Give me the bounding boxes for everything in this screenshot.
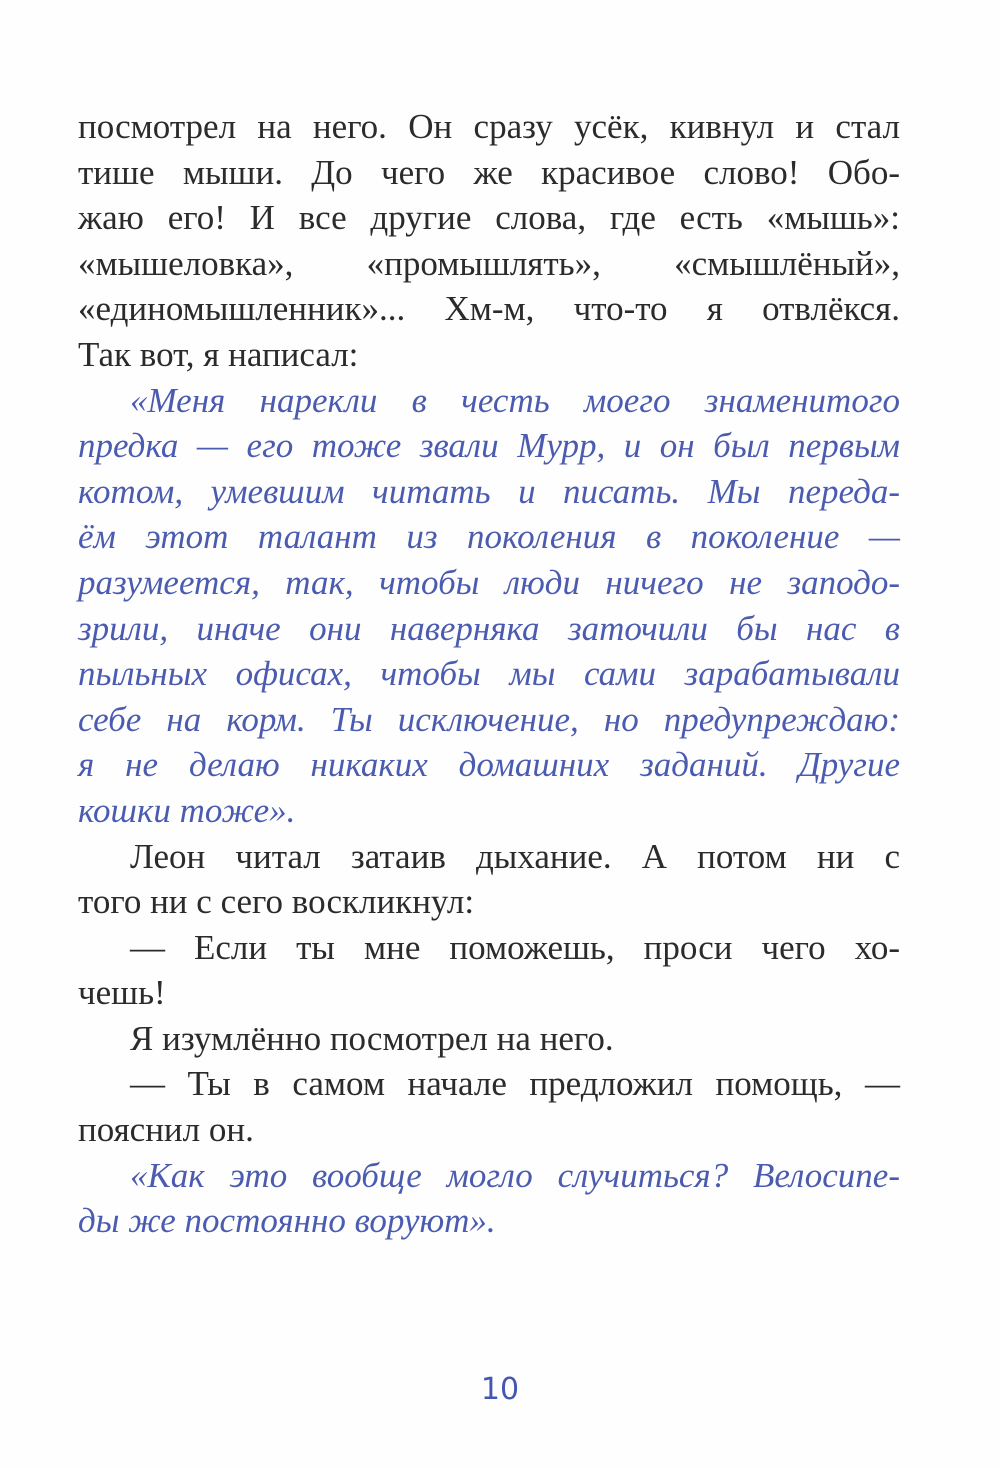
dialogue-line: — Если ты мне поможешь, проси чего хо-: [130, 927, 900, 967]
paragraph-line: тише мыши. До чего же красивое слово! Обо-: [78, 152, 900, 192]
dialogue-line: пояснил он.: [78, 1110, 254, 1150]
letter-line: «Меня нарекли в честь моего знаменитого: [130, 380, 900, 420]
letter-line: зрили, иначе они наверняка заточили бы нас в: [78, 608, 900, 648]
letter-line: кошки тоже».: [78, 790, 296, 830]
page-number: 10: [480, 1372, 520, 1407]
letter-line: ём этот талант из поколения в поколение —: [78, 517, 900, 557]
closing-line: «Как это вообще могло случиться? Велосипе-: [130, 1155, 900, 1195]
letter-line: разумеется, так, чтобы люди ничего не заподо-: [78, 562, 900, 602]
dialogue-line: Леон читал затаив дыхание. А потом ни с: [130, 836, 900, 876]
letter-line: я не делаю никаких домашних заданий. Другие: [78, 745, 900, 785]
letter-line: себе на корм. Ты исключение, но предупреждаю:: [78, 699, 900, 739]
closing-line: ды же постоянно воруют».: [78, 1201, 496, 1241]
dialogue-line: чешь!: [78, 973, 166, 1013]
paragraph-line: посмотрел на него. Он сразу усёк, кивнул и стал: [78, 107, 900, 146]
dialogue-line: — Ты в самом начале предложил помощь, —: [130, 1064, 900, 1104]
dialogue-line: того ни с сего воскликнул:: [78, 882, 475, 922]
letter-line: пыльных офисах, чтобы мы сами зарабатывали: [78, 654, 900, 694]
letter-line: котом, умевшим читать и писать. Мы переда-: [78, 471, 900, 511]
text-block: [78, 104, 900, 1244]
paragraph-line: «мышеловка», «промышлять», «смышлёный»,: [78, 243, 900, 283]
paragraph-line: жаю его! И все другие слова, где есть «мышь»:: [78, 198, 900, 238]
paragraph-line: Так вот, я написал:: [78, 334, 359, 374]
letter-line: предка — его тоже звали Мурр, и он был первым: [78, 426, 900, 466]
paragraph-line: «единомышленник»... Хм-м, что-то я отвлёкся.: [78, 289, 900, 329]
dialogue-line: Я изумлённо посмотрел на него.: [130, 1018, 614, 1058]
